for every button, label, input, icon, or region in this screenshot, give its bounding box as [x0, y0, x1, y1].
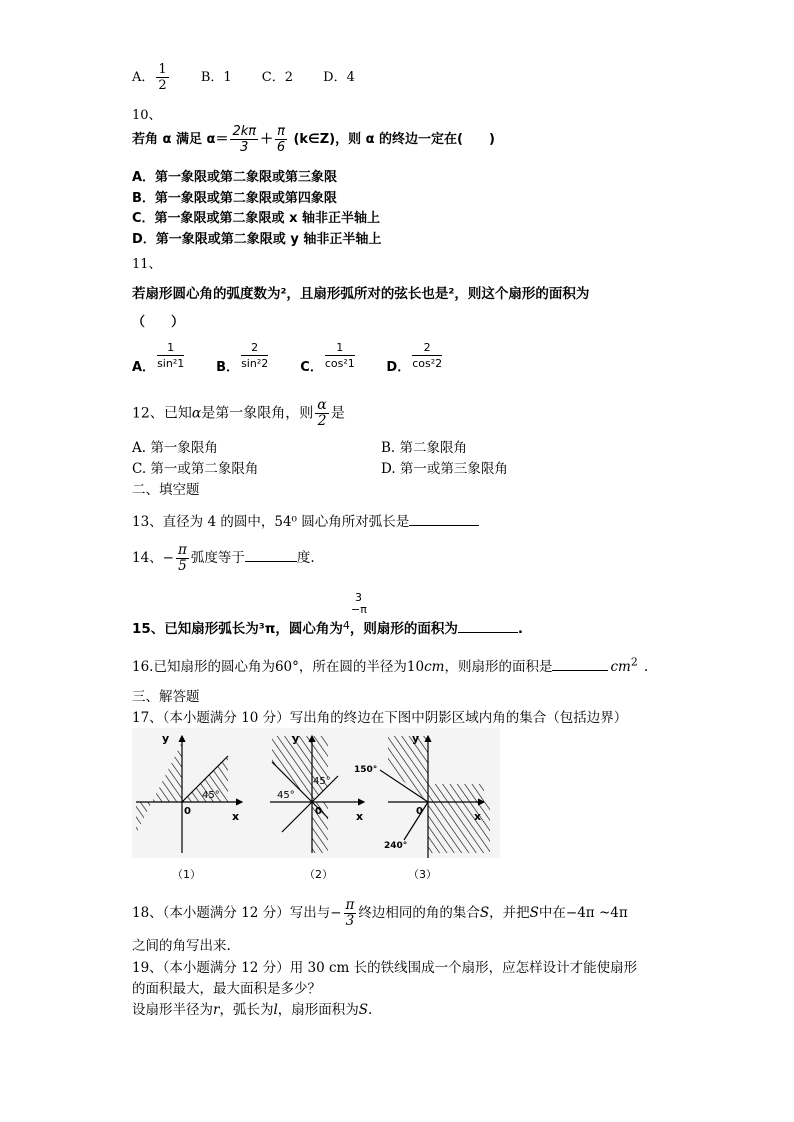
q16-blank[interactable]	[552, 670, 608, 671]
section-fill-blank: 二、填空题	[132, 482, 200, 498]
q9-c: C．2	[261, 70, 293, 85]
q13: 13、直径为 4 的圆中，54⁰ 圆心角所对弧长是	[132, 510, 479, 530]
q16: 16.已知扇形的圆心角为60°，所在圆的半径为10cm，则扇形的面积是 $cm^2$ .	[132, 655, 649, 675]
q9-a-fraction: $\frac{1}{2}$	[158, 62, 167, 93]
fig3-y-label: y	[412, 732, 420, 745]
q14-blank[interactable]	[245, 561, 297, 562]
fig2-caption: （2）	[304, 868, 333, 881]
section-answers: 三、解答题	[132, 689, 200, 705]
q14-frac: $\frac{\pi}{5}$	[178, 542, 187, 574]
q12-option-a: A. 第一象限角	[132, 440, 218, 456]
q11-opt-a: A． $\frac{1}{\text{sin²1}}$	[132, 341, 185, 375]
q11-paren: （ ）	[132, 315, 185, 330]
q18-frac: $\frac{\pi}{3}$	[345, 897, 355, 929]
q18-line2: 之间的角写出来.	[132, 938, 231, 954]
fig1-y-label: y	[162, 732, 170, 745]
fig3-angle-240: 240°	[384, 841, 408, 851]
fig3-shade-bottom-right	[452, 802, 490, 853]
q15: 15、已知扇形弧长为³π，圆心角为$^4$，则扇形的面积为 .	[132, 619, 524, 637]
fig3-origin: 0	[416, 806, 423, 817]
q10-number: 10、	[132, 108, 162, 123]
q17: 17、（本小题满分 10 分）写出角的终边在下图中阴影区域内角的集合（包括边界）	[132, 710, 628, 726]
q10-option-d: D．第一象限或第二象限或 y 轴非正半轴上	[132, 232, 382, 247]
q13-blank[interactable]	[409, 525, 479, 526]
q11-opt-c: C． $\frac{1}{\text{cos²1}}$	[300, 341, 355, 375]
q11-opt-b: B． $\frac{2}{\text{sin²2}}$	[216, 341, 269, 375]
q15-angle-top: 3	[355, 591, 362, 604]
q19-line1: 19、（本小题满分 12 分）用 30 cm 长的铁线围成一个扇形，应怎样设计才能使扇形	[132, 960, 638, 976]
q19-line2: 的面积最大，最大面积是多少？	[132, 981, 321, 997]
q10-stem: 若角 α 满足 α＝ $\frac{2k\pi}{3}$ ＋ $\frac{\pi}{6}$ (k∈Z)，则 α 的终边一定在( )	[132, 124, 495, 155]
q10-option-b: B．第一象限或第二象限或第四象限	[132, 191, 337, 206]
q11-opt-d: D． $\frac{2}{\text{cos²2}}$	[386, 341, 443, 375]
q9-d: D．4	[323, 70, 355, 85]
fig3-shade-right	[428, 784, 484, 802]
q9-b: B．1	[200, 70, 232, 85]
q10-frac1: $\frac{2k\pi}{3}$	[232, 124, 257, 155]
fig1-caption: （1）	[172, 868, 201, 881]
q10-option-c: C．第一象限或第二象限或 x 轴非正半轴上	[132, 211, 380, 226]
q15-angle-mid: −π	[351, 603, 367, 616]
fig2-angle-top: 45°	[313, 776, 331, 787]
q11-number: 11、	[132, 257, 162, 272]
q12-frac: $\frac{\alpha}{2}$	[317, 397, 327, 429]
q11-stem: 若扇形圆心角的弧度数为²，且扇形弧所对的弦长也是²，则这个扇形的面积为	[132, 286, 590, 302]
q9-options	[132, 62, 355, 93]
fig1-angle-label: 45°	[202, 790, 220, 801]
q10-option-a: A．第一象限或第二象限或第三象限	[132, 170, 338, 185]
q10-frac2: $\frac{\pi}{6}$	[276, 124, 286, 155]
fig2-angle-left: 45°	[277, 790, 295, 801]
fig2-x-label: x	[356, 810, 364, 823]
q12-option-b: B. 第二象限角	[381, 440, 468, 456]
q11-options	[132, 340, 466, 375]
fig1-origin: 0	[184, 806, 191, 817]
q17-figures	[132, 728, 500, 888]
q9-a-label: A．	[132, 70, 155, 85]
fig3-x-label: x	[474, 810, 482, 823]
q12-option-d: D. 第一或第三象限角	[381, 461, 508, 477]
fig1-x-label: x	[232, 810, 240, 823]
fig3-caption: （3）	[408, 868, 437, 881]
q15-blank[interactable]	[458, 632, 518, 633]
q14: 14、− $\frac{\pi}{5}$ 弧度等于 度.	[132, 542, 315, 574]
fig2-y-label: y	[292, 732, 300, 745]
q12-stem: 12、已知α是第一象限角，则 $\frac{\alpha}{2}$ 是	[132, 397, 345, 429]
q18: 18、（本小题满分 12 分）写出与− $\frac{\pi}{3}$ 终边相同的角的集合S，并把S中在−4π ~4π	[132, 897, 628, 929]
fig3-shade-bottom	[428, 802, 452, 853]
fig2-origin: 0	[315, 806, 322, 817]
q12-option-c: C. 第一或第二象限角	[132, 461, 259, 477]
fig3-angle-150: 150°	[354, 765, 378, 775]
q19-line3: 设扇形半径为r，弧长为l，扇形面积为S.	[132, 1002, 373, 1018]
